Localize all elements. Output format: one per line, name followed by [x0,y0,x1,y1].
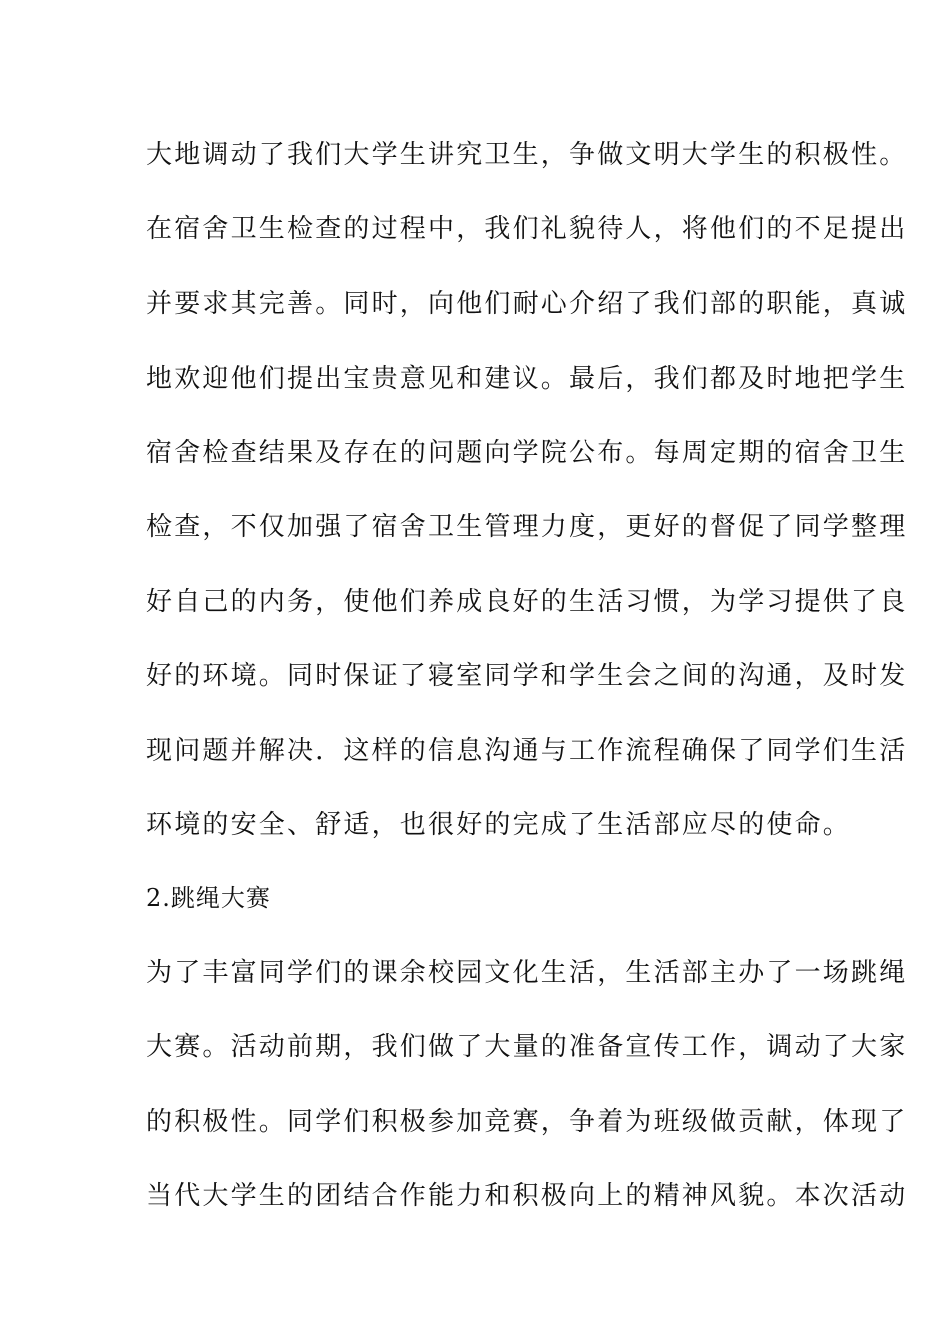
section-heading: 2.跳绳大赛 [146,884,271,912]
body-text-line: 检查，不仅加强了宿舍卫生管理力度，更好的督促了同学整理 [146,512,908,542]
body-text-line: 宿舍检查结果及存在的问题向学院公布。每周定期的宿舍卫生 [146,438,908,468]
body-text-line: 在宿舍卫生检查的过程中，我们礼貌待人，将他们的不足提出 [146,214,908,244]
body-text-line: 并要求其完善。同时，向他们耐心介绍了我们部的职能，真诚 [146,289,908,319]
body-text-line: 现问题并解决．这样的信息沟通与工作流程确保了同学们生活 [146,736,908,766]
body-text-line: 地欢迎他们提出宝贵意见和建议。最后，我们都及时地把学生 [146,364,908,394]
body-text-line: 当代大学生的团结合作能力和积极向上的精神风貌。本次活动 [146,1181,908,1211]
body-text-line: 大地调动了我们大学生讲究卫生，争做文明大学生的积极性。 [146,140,908,170]
body-text-line: 好的环境。同时保证了寝室同学和学生会之间的沟通，及时发 [146,661,908,691]
body-text-line: 环境的安全、舒适，也很好的完成了生活部应尽的使命。 [146,810,852,840]
body-text-line: 大赛。活动前期，我们做了大量的准备宣传工作，调动了大家 [146,1032,908,1062]
body-text-line: 的积极性。同学们积极参加竞赛，争着为班级做贡献，体现了 [146,1107,908,1137]
body-text-line: 为了丰富同学们的课余校园文化生活，生活部主办了一场跳绳 [146,958,908,988]
body-text-line: 好自己的内务，使他们养成良好的生活习惯，为学习提供了良 [146,587,908,617]
